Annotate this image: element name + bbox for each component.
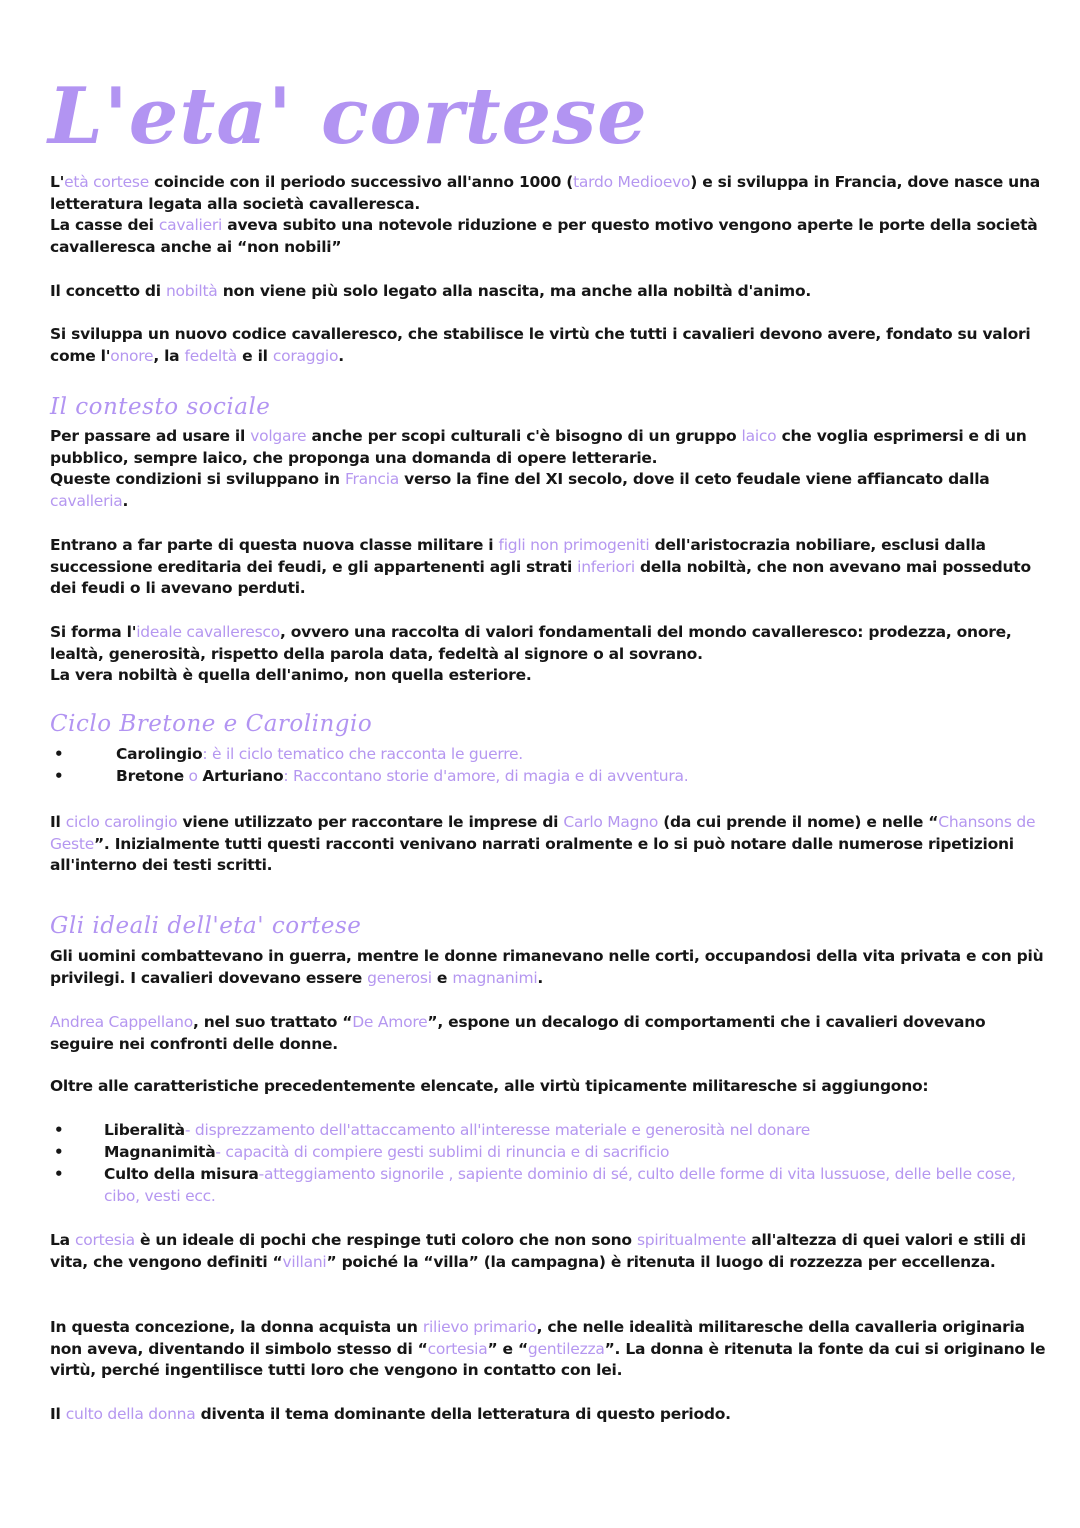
highlight-text: : Raccontano storie d'amore, di magia e di avventura. xyxy=(283,767,689,785)
body-text: Si forma l' xyxy=(50,623,137,641)
body-text: ” poiché la “villa” (la campagna) è ritenuta il luogo di rozzezza per eccellenza. xyxy=(326,1252,996,1271)
bullet: • xyxy=(54,745,64,763)
highlight-text: laico xyxy=(741,427,777,445)
body-text: ” e “ xyxy=(487,1339,528,1358)
bullet: • xyxy=(54,1165,64,1183)
ideali-paragraph-4 xyxy=(50,1230,1050,1273)
body-text: La xyxy=(50,1231,75,1249)
body-text: all'altezza di quei valori e stili di vita, che vengono definiti “ xyxy=(50,1231,1026,1271)
body-text: diventa il tema dominante della letteratura di questo periodo. xyxy=(195,1405,731,1423)
body-text: Entrano a far parte di questa nuova classe militare i xyxy=(50,536,499,554)
highlight-text: ideale cavalleresco xyxy=(136,623,280,641)
body-text: e xyxy=(431,968,453,987)
highlight-text: o xyxy=(183,767,203,785)
highlight-text: magnanimi xyxy=(452,968,538,987)
body-text: , che nelle idealità militaresche della cavalleria originaria non aveva, diventando il simbolo stesso di “ xyxy=(50,1318,1025,1358)
body-text: ”, espone un decalogo di comportamenti che i cavalieri dovevano seguire nei confronti delle donne. xyxy=(50,1013,986,1053)
highlight-text: età cortese xyxy=(64,173,150,191)
highlight-text: coraggio xyxy=(272,346,339,365)
highlight-text: - disprezzamento dell'attaccamento all'interesse materiale e generosità nel donare xyxy=(184,1121,811,1139)
body-text: della nobiltà, che non avevano mai posseduto dei feudi o li avevano perduti. xyxy=(50,557,1031,598)
highlight-text: fedeltà xyxy=(184,346,238,365)
highlight-text: villani xyxy=(282,1252,327,1271)
body-text: Queste condizioni si sviluppano in xyxy=(50,470,345,488)
body-text: aveva subito una notevole riduzione e per questo motivo vengono aperte le porte della società cavalleresca anche ai “non nobili” xyxy=(50,216,1038,256)
highlight-text: De Amore xyxy=(352,1013,428,1031)
highlight-text: spiritualmente xyxy=(636,1231,747,1249)
ideali-paragraph-6 xyxy=(50,1404,1050,1426)
bullet: • xyxy=(54,1121,64,1139)
body-text: Arturiano xyxy=(202,767,284,785)
body-text: ) e si sviluppa in Francia, dove nasce una letteratura legata alla società cavalleresca. xyxy=(50,173,1040,213)
highlight-text: nobiltà xyxy=(165,282,218,300)
body-text: viene utilizzato per raccontare le imprese di xyxy=(177,813,564,831)
ideali-bullet-magnanimita xyxy=(104,1142,1044,1164)
heading-contesto-sociale: Il contesto sociale xyxy=(50,394,271,420)
highlight-text: volgare xyxy=(250,427,307,445)
highlight-text: onore xyxy=(110,346,154,365)
body-text: L' xyxy=(50,173,65,191)
body-text: dell'aristocrazia nobiliare, esclusi dalla successione ereditaria dei feudi, e gli appartenenti agli strati xyxy=(50,536,986,576)
highlight-text: Chansons de Geste xyxy=(50,813,1036,853)
highlight-text: generosi xyxy=(367,968,432,987)
ciclo-bullet-bretone xyxy=(116,766,688,788)
body-text: Oltre alle caratteristiche precedentemente elencate, alle virtù tipicamente militaresche si aggiungono: xyxy=(50,1077,929,1095)
bullet: • xyxy=(54,1143,64,1161)
body-text: e il xyxy=(237,346,273,365)
ideali-paragraph-2 xyxy=(50,1012,1050,1055)
body-text: ”. La donna è ritenuta la fonte da cui si originano le virtù, perché ingentilisce tutti loro che vengono in contatto con lei. xyxy=(50,1339,1046,1380)
body-text: ”. Inizialmente tutti questi racconti venivano narrati oralmente e lo si può notare dalle numerose ripetizioni all'interno dei testi scritti. xyxy=(50,834,1014,875)
body-text: (da cui prende il nome) e nelle “ xyxy=(658,813,939,831)
body-text: Gli uomini combattevano in guerra, mentre le donne rimanevano nelle corti, occupandosi della vita privata e con più privilegi. I cavalieri dovevano essere xyxy=(50,947,1044,987)
contesto-paragraph-2 xyxy=(50,469,1050,512)
ideali-paragraph-1 xyxy=(50,946,1050,989)
page-title: L'eta' cortese xyxy=(48,71,648,162)
highlight-text: cortesia xyxy=(427,1339,488,1358)
intro-paragraph-1 xyxy=(50,172,1050,215)
highlight-text: cortesia xyxy=(74,1231,135,1249)
body-text: coincide con il periodo successivo all'anno 1000 ( xyxy=(149,173,574,191)
body-text: verso la fine del XI secolo, dove il ceto feudale viene affiancato dalla xyxy=(399,470,990,488)
intro-paragraph-3 xyxy=(50,281,1050,303)
body-text: che voglia esprimersi e di un pubblico, sempre laico, che proponga una domanda di opere letterarie. xyxy=(50,427,1027,467)
body-text: , nel suo trattato “ xyxy=(192,1013,353,1031)
highlight-text: tardo Medioevo xyxy=(573,173,691,191)
body-text: Il xyxy=(50,813,66,831)
body-text: Bretone xyxy=(116,767,184,785)
body-text: In questa concezione, la donna acquista un xyxy=(50,1318,423,1336)
bullet: • xyxy=(54,767,64,785)
body-text: . xyxy=(338,346,344,365)
ideali-bullet-misura xyxy=(104,1164,1044,1207)
ideali-bullet-liberalita xyxy=(104,1120,1044,1142)
body-text: non viene più solo legato alla nascita, ma anche alla nobiltà d'animo. xyxy=(217,282,811,300)
highlight-text: Carlo Magno xyxy=(563,813,659,831)
highlight-text: rilievo primario xyxy=(422,1318,537,1336)
heading-ciclo: Ciclo Bretone e Carolingio xyxy=(50,711,373,737)
body-text: Per passare ad usare il xyxy=(50,427,251,445)
highlight-text: -atteggiamento signorile , sapiente dominio di sé, culto delle forme di vita lussuose, delle belle cose, cibo, vesti ecc. xyxy=(104,1165,1016,1205)
intro-paragraph-4 xyxy=(50,324,1050,367)
body-text: . xyxy=(537,968,544,987)
body-text: Il xyxy=(50,1405,66,1423)
body-text: Culto della misura xyxy=(104,1165,259,1183)
highlight-text: Andrea Cappellano xyxy=(50,1013,193,1031)
body-text: Magnanimità xyxy=(104,1143,216,1161)
highlight-text: culto della donna xyxy=(65,1405,196,1423)
ideali-paragraph-5 xyxy=(50,1317,1050,1382)
contesto-paragraph-1 xyxy=(50,426,1050,469)
body-text: . xyxy=(122,491,129,510)
body-text: Si sviluppa un nuovo codice cavalleresco, che stabilisce le virtù che tutti i cavalieri devono avere, fondato su valori come l' xyxy=(50,325,1031,365)
body-text: Il concetto di xyxy=(50,282,166,300)
ciclo-bullet-carolingio xyxy=(116,744,523,766)
body-text: La casse dei xyxy=(50,216,159,234)
ciclo-paragraph-1 xyxy=(50,812,1050,877)
highlight-text: cavalleria xyxy=(50,491,123,510)
body-text: , ovvero una raccolta di valori fondamentali del mondo cavalleresco: prodezza, onore, lealtà, generosità, rispetto della parola data, fedeltà al signore o al sovrano. xyxy=(50,623,1012,663)
body-text: è un ideale di pochi che respinge tuti coloro che non sono xyxy=(134,1231,637,1249)
contesto-paragraph-5 xyxy=(50,665,1050,687)
body-text: anche per scopi culturali c'è bisogno di un gruppo xyxy=(306,427,742,445)
highlight-text: ciclo carolingio xyxy=(65,813,178,831)
highlight-text: : è il ciclo tematico che racconta le guerre. xyxy=(202,745,523,763)
contesto-paragraph-4 xyxy=(50,622,1050,665)
highlight-text: figli non primogeniti xyxy=(498,536,650,554)
contesto-paragraph-3 xyxy=(50,535,1050,600)
highlight-text: cavalieri xyxy=(158,216,223,234)
body-text: Carolingio xyxy=(116,745,203,763)
highlight-text: - capacità di compiere gesti sublimi di rinuncia e di sacrificio xyxy=(215,1143,670,1161)
highlight-text: gentilezza xyxy=(527,1339,605,1358)
body-text: Liberalità xyxy=(104,1121,185,1139)
highlight-text: Francia xyxy=(344,470,399,488)
highlight-text: inferiori xyxy=(577,557,635,576)
intro-paragraph-2 xyxy=(50,215,1050,258)
body-text: , la xyxy=(153,346,185,365)
heading-ideali: Gli ideali dell'eta' cortese xyxy=(50,913,362,939)
ideali-paragraph-3 xyxy=(50,1076,1050,1098)
body-text: La vera nobiltà è quella dell'animo, non quella esteriore. xyxy=(50,666,532,684)
